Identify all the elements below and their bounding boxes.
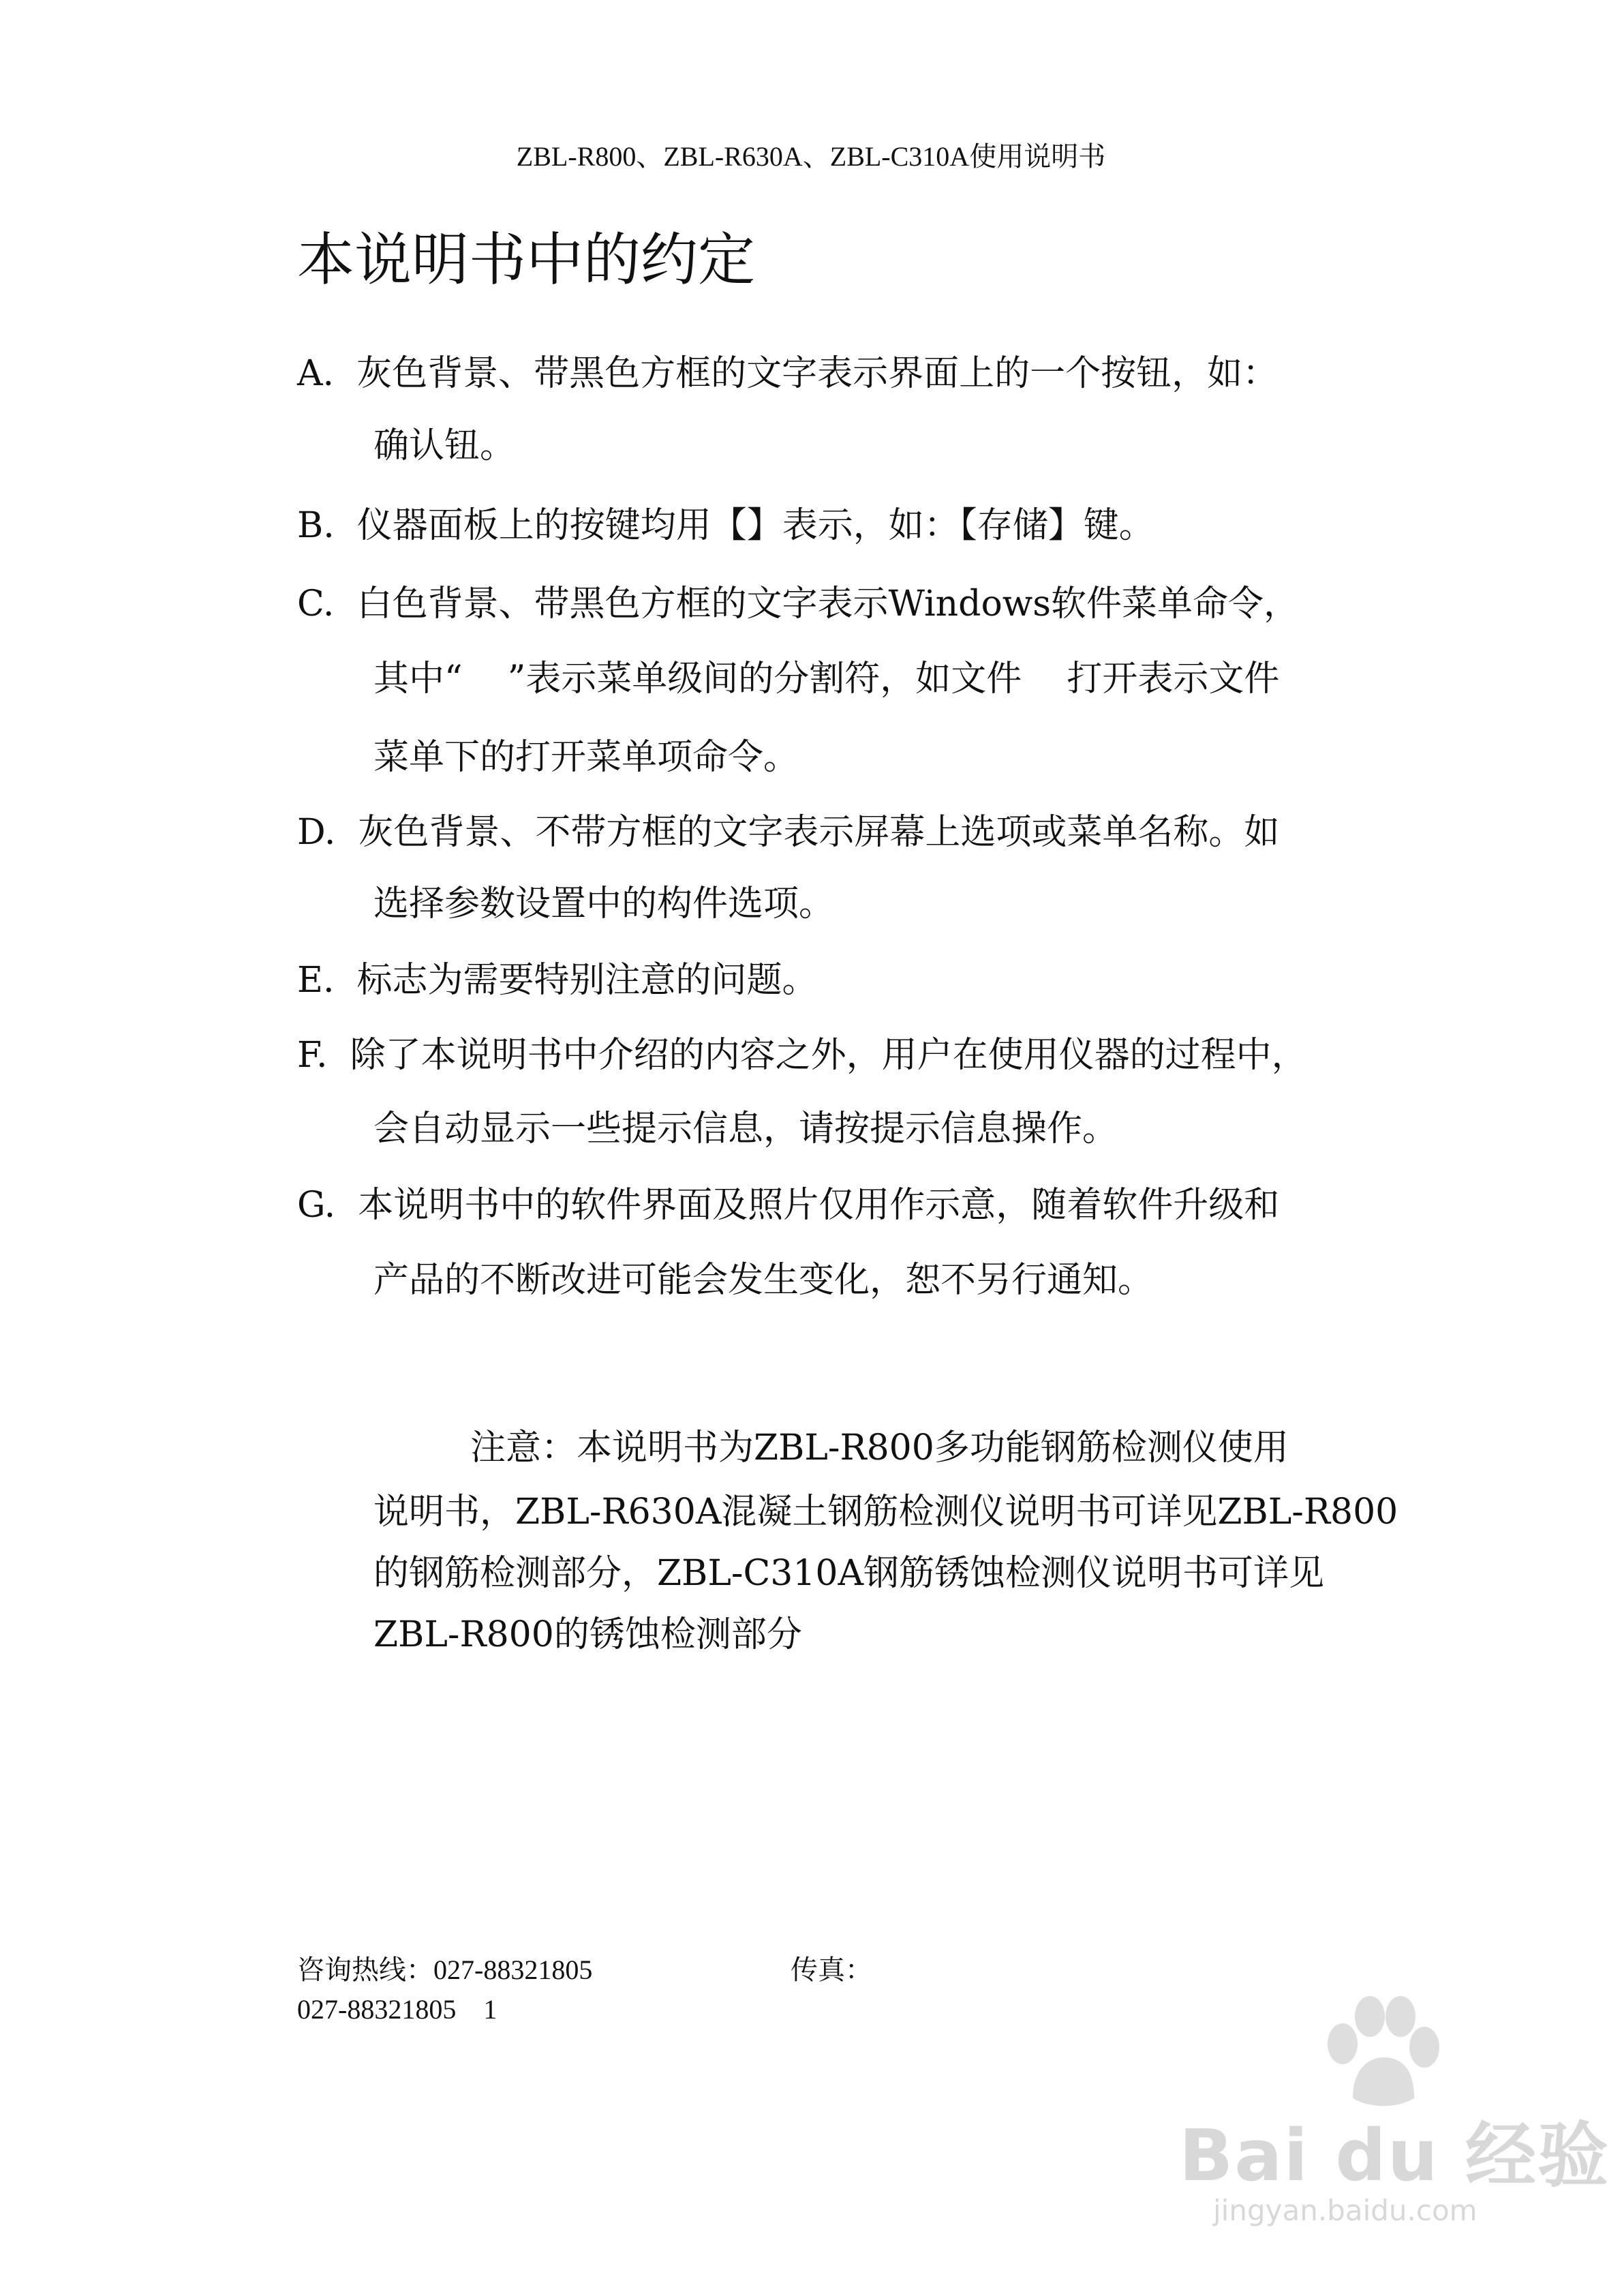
baidu-jingyan-watermark <box>1179 1996 1610 2241</box>
convention-d-cont: 选择参数设置中的构件选项。 <box>373 883 835 924</box>
convention-g-cont: 产品的不断改进可能会发生变化，恕不另行通知。 <box>373 1260 1154 1301</box>
convention-g: G. 本说明书中的软件界面及照片仅用作示意，随着软件升级和 <box>297 1185 1280 1226</box>
paw-logo-icon <box>1315 1996 1445 2112</box>
note-line: 注意：本说明书为ZBL-R800多功能钢筋检测仪使用 <box>470 1428 1289 1468</box>
convention-c: C. 白色背景、带黑色方框的文字表示Windows软件菜单命令， <box>297 584 1299 624</box>
watermark-url: jingyan.baidu.com <box>1213 2194 1478 2227</box>
fax-label: 传真： <box>791 1954 872 1985</box>
note-line: ZBL-R800的锈蚀检测部分 <box>373 1614 802 1655</box>
running-header: ZBL-R800、ZBL-R630A、ZBL-C310A使用说明书 <box>516 141 1106 172</box>
watermark-brand: Bai du 经验 <box>1179 2114 1610 2197</box>
convention-d: D. 灰色背景、不带方框的文字表示屏幕上选项或菜单名称。如 <box>297 812 1280 853</box>
convention-f: F. 除了本说明书中介绍的内容之外，用户在使用仪器的过程中， <box>297 1035 1307 1076</box>
note-line: 的钢筋检测部分，ZBL-C310A钢筋锈蚀检测仪说明书可详见 <box>373 1553 1325 1594</box>
convention-a-cont: 确认钮。 <box>373 425 516 466</box>
hotline-text: 咨询热线：027-88321805 <box>297 1954 593 1985</box>
convention-b: B. 仪器面板上的按键均用【】表示，如：【存储】键。 <box>297 505 1154 546</box>
note-line: 说明书，ZBL-R630A混凝土钢筋检测仪说明书可详见ZBL-R800 <box>373 1492 1398 1532</box>
convention-a: A. 灰色背景、带黑色方框的文字表示界面上的一个按钮，如： <box>297 353 1279 394</box>
convention-e: E. 标志为需要特别注意的问题。 <box>297 960 818 1001</box>
convention-f-cont: 会自动显示一些提示信息，请按提示信息操作。 <box>373 1108 1118 1149</box>
page-title: 本说明书中的约定 <box>297 226 756 293</box>
fax-number-page: 027-88321805 1 <box>297 1994 498 2025</box>
convention-c-cont-1: 其中“ ”表示菜单级间的分割符，如文件 打开表示文件 <box>373 659 1280 699</box>
convention-c-cont-2: 菜单下的打开菜单项命令。 <box>373 737 799 778</box>
